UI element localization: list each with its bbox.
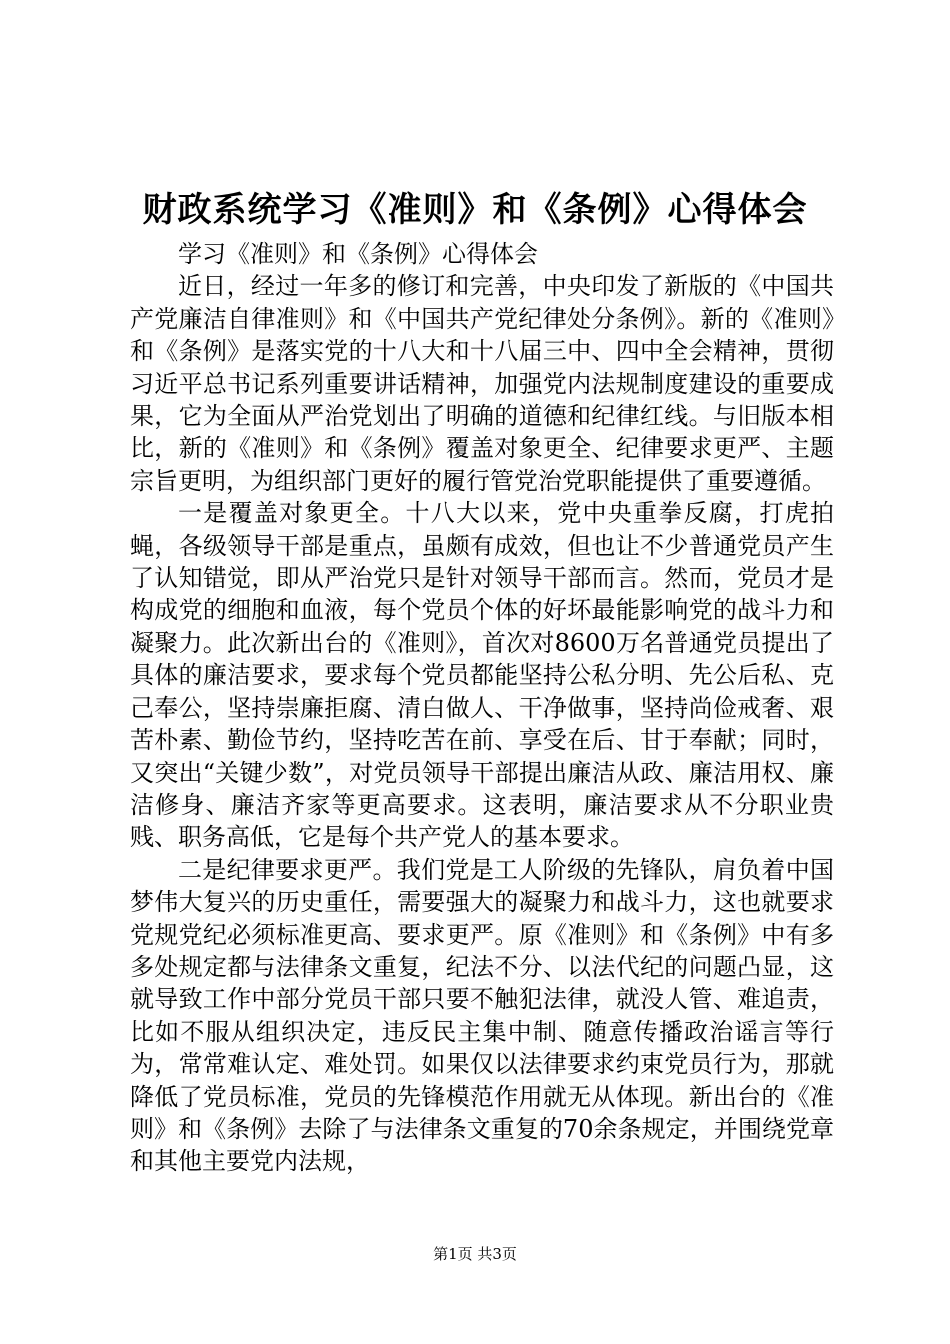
paragraph-discipline: 二是纪律要求更严。我们党是工人阶级的先锋队，肩负着中国梦伟大复兴的历史重任，需要强大的凝聚力和战斗力，这也就要求党规党纪必须标准更高、要求更严。原《准则》和《条例》中有多多处规定都与法律条文重复，纪法不分、以法代纪的问题凸显，这就导致工作中部分党员干部只要不触犯法律，就没人管、难追责，比如不服从组织决定，违反民主集中制、随意传播政治谣言等行为，常常难认定、难处罚。如果仅以法律要求约束党员行为，那就降低了党员标准，党员的先锋模范作用就无从体现。新出台的《准则》和《条例》去除了与法律条文重复的70余条规定，并围绕党章和其他主要党内法规，	[130, 855, 834, 1176]
page-number-footer: 第1页 共3页	[433, 1245, 517, 1263]
document-subtitle: 学习《准则》和《条例》心得体会	[178, 240, 538, 268]
document-body	[130, 238, 834, 1178]
paragraph-coverage: 一是覆盖对象更全。十八大以来，党中央重拳反腐，打虎拍蝇，各级领导干部是重点，虽颇有成效，但也让不少普通党员产生了认知错觉，即从严治党只是针对领导干部而言。然而，党员才是构成党的细胞和血液，每个党员个体的好坏最能影响党的战斗力和凝聚力。此次新出台的《准则》，首次对8600万名普通党员提出了具体的廉洁要求，要求每个党员都能坚持公私分明、先公后私、克己奉公，坚持崇廉拒腐、清白做人、干净做事，坚持尚俭戒奢、艰苦朴素、勤俭节约，坚持吃苦在前、享受在后、甘于奉献；同时，又突出“关键少数”，对党员领导干部提出廉洁从政、廉洁用权、廉洁修身、廉洁齐家等更高要求。这表明，廉洁要求从不分职业贵贱、职务高低，它是每个共产党人的基本要求。	[130, 499, 834, 852]
document-title: 财政系统学习《准则》和《条例》心得体会	[142, 190, 808, 230]
paragraph-intro: 近日，经过一年多的修订和完善，中央印发了新版的《中国共产党廉洁自律准则》和《中国共产党纪律处分条例》。新的《准则》和《条例》是落实党的十八大和十八届三中、四中全会精神，贯彻习近平总书记系列重要讲话精神，加强党内法规制度建设的重要成果，它为全面从严治党划出了明确的道德和纪律红线。与旧版本相比，新的《准则》和《条例》覆盖对象更全、纪律要求更严、主题宗旨更明，为组织部门更好的履行管党治党职能提供了重要遵循。	[130, 272, 834, 495]
